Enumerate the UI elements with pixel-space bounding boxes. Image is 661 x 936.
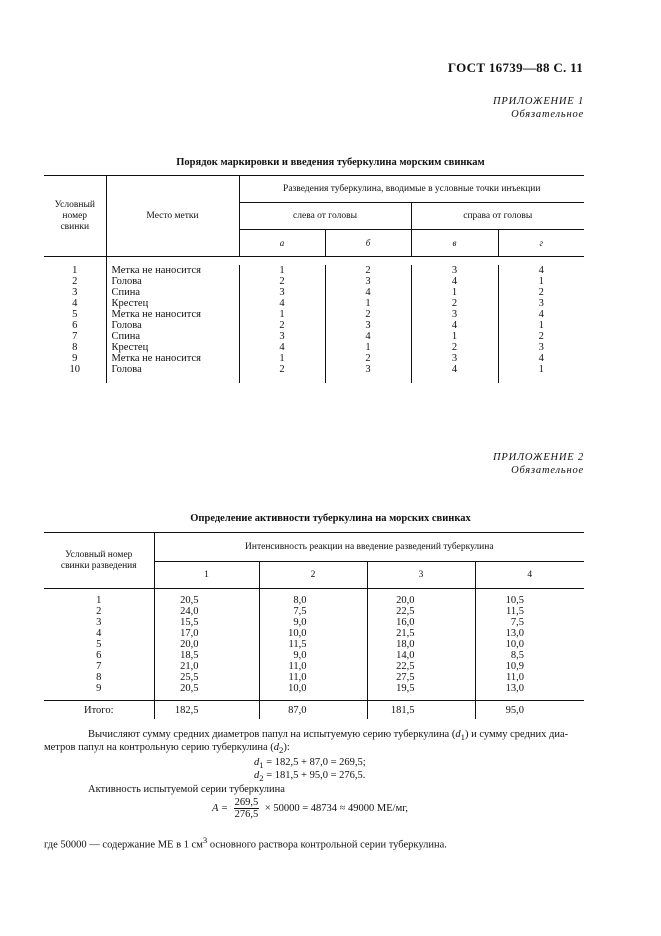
table-row (44, 639, 584, 650)
table-row (44, 320, 584, 331)
equation-d1: $d_1 = 182,5 + 87,0 = 269,5$; (254, 757, 366, 771)
activity-table (44, 532, 584, 719)
dilution-cell: 3 (325, 276, 411, 287)
pig-number-cell: 2 (96, 606, 102, 617)
mark-place-cell: Метка не наносится (106, 309, 239, 320)
diameter-cell: 20,5 (154, 683, 259, 694)
mark-place-cell: Крестец (106, 298, 239, 309)
dilution-cell: 1 (498, 320, 584, 331)
dilution-cell: 3 (239, 287, 325, 298)
diameter-cell: 27,5 (367, 672, 475, 683)
mark-place-cell: Метка не наносится (106, 265, 239, 276)
mark-place-cell: Спина (106, 331, 239, 342)
pig-number-cell: 1 (96, 595, 102, 606)
pig-number-cell: 6 (96, 650, 102, 661)
diameter-cell: 21,5 (367, 628, 475, 639)
diameter-cell: 16,0 (367, 617, 475, 628)
col-dilution-4: 4 (475, 562, 584, 589)
appendix2-label: ПРИЛОЖЕНИЕ 2 (493, 452, 584, 463)
table-row (44, 309, 584, 320)
diameter-cell: 11,5 (259, 639, 367, 650)
table-row (44, 265, 584, 276)
diameter-cell: 25,5 (154, 672, 259, 683)
pig-number-cell: 5 (96, 639, 102, 650)
dilution-cell: 3 (411, 265, 498, 276)
diameter-cell: 9,0 (259, 650, 367, 661)
dilution-cell: 3 (498, 342, 584, 353)
diameter-cell: 11,0 (259, 661, 367, 672)
diameter-cell: 22,5 (367, 606, 475, 617)
diameter-cell: 17,0 (154, 628, 259, 639)
dilution-cell: 2 (325, 309, 411, 320)
table-row (44, 672, 584, 683)
appendix1-label: ПРИЛОЖЕНИЕ 1 (493, 96, 584, 107)
col-pig-number-2: Условный номер свинки разведения (44, 533, 154, 589)
dilution-cell: 3 (411, 353, 498, 364)
col-point-g: г (498, 230, 584, 257)
appendix1-heading (493, 95, 584, 121)
table-row (44, 617, 584, 628)
table-row (44, 606, 584, 617)
appendix2-heading (493, 451, 584, 477)
dilution-cell: 4 (498, 265, 584, 276)
equation-d2: $d_2 = 181,5 + 95,0 = 276,5$. (254, 770, 366, 784)
col-right-group: справа от головы (411, 203, 584, 230)
table-row (44, 342, 584, 353)
total-value: 182,5 (154, 701, 259, 720)
diameter-cell: 11,0 (475, 672, 584, 683)
col-intensity-header: Интенсивность реакции на введение разведений туберкулина (154, 533, 584, 562)
dilution-cell: 2 (411, 298, 498, 309)
table-row (44, 287, 584, 298)
table-row (44, 353, 584, 364)
dilution-cell: 3 (498, 298, 584, 309)
pig-number-cell: 9 (96, 683, 102, 694)
pig-number-cell: 4 (72, 298, 78, 309)
mark-place-cell: Крестец (106, 342, 239, 353)
appendix1-status: Обязательное (511, 109, 584, 120)
diameter-cell: 15,5 (154, 617, 259, 628)
total-value: 95,0 (475, 701, 584, 720)
dilution-cell: 2 (239, 276, 325, 287)
fraction: $\frac{269,5}{276,5}$ (234, 797, 259, 820)
col-point-b: б (325, 230, 411, 257)
diameter-cell: 22,5 (367, 661, 475, 672)
table-row (44, 298, 584, 309)
table-row (44, 595, 584, 606)
table-row (44, 628, 584, 639)
dilution-cell: 4 (325, 331, 411, 342)
dilution-cell: 1 (325, 342, 411, 353)
dilution-cell: 3 (411, 309, 498, 320)
diameter-cell: 20,0 (154, 639, 259, 650)
dilution-cell: 4 (498, 353, 584, 364)
pig-number-cell: 2 (72, 276, 78, 287)
total-row (44, 701, 584, 720)
diameter-cell: 9,0 (259, 617, 367, 628)
col-left-group: слева от головы (239, 203, 411, 230)
pig-number-cell: 9 (72, 353, 78, 364)
dilution-cell: 4 (498, 309, 584, 320)
activity-formula: A = $\frac{269,5}{276,5}$ × 50000 = 48734 ≈ 49000 МЕ/мг, (212, 797, 408, 820)
dilution-cell: 1 (498, 276, 584, 287)
pig-number-cell: 3 (72, 287, 78, 298)
diameter-cell: 20,0 (367, 595, 475, 606)
pig-number-cell: 10 (69, 364, 80, 375)
pig-number-cell: 5 (72, 309, 78, 320)
dilution-cell: 4 (411, 276, 498, 287)
mark-place-cell: Спина (106, 287, 239, 298)
dilution-cell: 3 (325, 364, 411, 375)
pig-number-cell: 8 (96, 672, 102, 683)
diameter-cell: 14,0 (367, 650, 475, 661)
col-point-v: в (411, 230, 498, 257)
appendix2-title: Определение активности туберкулина на морских свинках (190, 513, 471, 524)
diameter-cell: 11,5 (475, 606, 584, 617)
dilution-cell: 4 (325, 287, 411, 298)
diameter-cell: 10,0 (259, 628, 367, 639)
dilution-cell: 4 (411, 320, 498, 331)
activity-label: Активность испытуемой серии туберкулина (88, 784, 285, 795)
diameter-cell: 13,0 (475, 628, 584, 639)
pig-number-cell: 1 (72, 265, 78, 276)
diameter-cell: 10,9 (475, 661, 584, 672)
mark-place-cell: Метка не наносится (106, 353, 239, 364)
mark-place-cell: Голова (106, 364, 239, 375)
table-row (44, 331, 584, 342)
total-value: 181,5 (367, 701, 475, 720)
dilution-cell: 2 (239, 320, 325, 331)
diameter-cell: 8,0 (259, 595, 367, 606)
diameter-cell: 11,0 (259, 672, 367, 683)
footnote-where: где 50000 — содержание МЕ в 1 $см^3$ основного раствора контрольной серии туберкулина. (44, 835, 447, 851)
col-point-a: а (239, 230, 325, 257)
table-row (44, 650, 584, 661)
diameter-cell: 8,5 (475, 650, 584, 661)
col-dilutions-header: Разведения туберкулина, вводимые в условные точки инъекции (239, 176, 584, 203)
dilution-cell: 1 (239, 309, 325, 320)
dilution-cell: 1 (239, 265, 325, 276)
col-dilution-1: 1 (154, 562, 259, 589)
dilution-cell: 1 (411, 287, 498, 298)
total-label: Итого: (44, 701, 154, 720)
dilution-cell: 1 (498, 364, 584, 375)
appendix1-title: Порядок маркировки и введения туберкулина морским свинкам (176, 157, 485, 168)
diameter-cell: 7,5 (475, 617, 584, 628)
dilution-cell: 4 (239, 298, 325, 309)
appendix2-status: Обязательное (511, 465, 584, 476)
pig-number-cell: 7 (72, 331, 78, 342)
diameter-cell: 20,5 (154, 595, 259, 606)
dilution-cell: 2 (498, 287, 584, 298)
mark-place-cell: Голова (106, 276, 239, 287)
marking-table (44, 175, 584, 383)
diameter-cell: 7,5 (259, 606, 367, 617)
mark-place-cell: Голова (106, 320, 239, 331)
col-pig-number: Условный номер свинки (44, 176, 106, 257)
diameter-cell: 18,0 (367, 639, 475, 650)
col-dilution-3: 3 (367, 562, 475, 589)
total-value: 87,0 (259, 701, 367, 720)
dilution-cell: 2 (239, 364, 325, 375)
table-row (44, 683, 584, 694)
dilution-cell: 2 (498, 331, 584, 342)
table-row (44, 364, 584, 375)
table-row (44, 661, 584, 672)
dilution-cell: 1 (411, 331, 498, 342)
dilution-cell: 1 (239, 353, 325, 364)
dilution-cell: 3 (239, 331, 325, 342)
dilution-cell: 2 (325, 353, 411, 364)
pig-number-cell: 4 (96, 628, 102, 639)
diameter-cell: 10,0 (475, 639, 584, 650)
diameter-cell: 21,0 (154, 661, 259, 672)
diameter-cell: 13,0 (475, 683, 584, 694)
diameter-cell: 10,5 (475, 595, 584, 606)
col-dilution-2: 2 (259, 562, 367, 589)
paragraph-1: Вычисляют сумму средних диаметров папул на испытуемую серию туберкулина $(d_1)$ и сумму средних диа- (88, 729, 569, 743)
diameter-cell: 18,5 (154, 650, 259, 661)
diameter-cell: 24,0 (154, 606, 259, 617)
table-row (44, 276, 584, 287)
paragraph-2: метров папул на контрольную серию туберкулина $(d_2)$: (44, 742, 290, 756)
dilution-cell: 3 (325, 320, 411, 331)
dilution-cell: 2 (411, 342, 498, 353)
diameter-cell: 19,5 (367, 683, 475, 694)
pig-number-cell: 7 (96, 661, 102, 672)
diameter-cell: 10,0 (259, 683, 367, 694)
dilution-cell: 1 (325, 298, 411, 309)
page-header: ГОСТ 16739—88 С. 11 (447, 60, 583, 75)
pig-number-cell: 6 (72, 320, 78, 331)
dilution-cell: 4 (411, 364, 498, 375)
col-mark-place: Место метки (106, 176, 239, 257)
pig-number-cell: 3 (96, 617, 102, 628)
pig-number-cell: 8 (72, 342, 78, 353)
dilution-cell: 4 (239, 342, 325, 353)
dilution-cell: 2 (325, 265, 411, 276)
